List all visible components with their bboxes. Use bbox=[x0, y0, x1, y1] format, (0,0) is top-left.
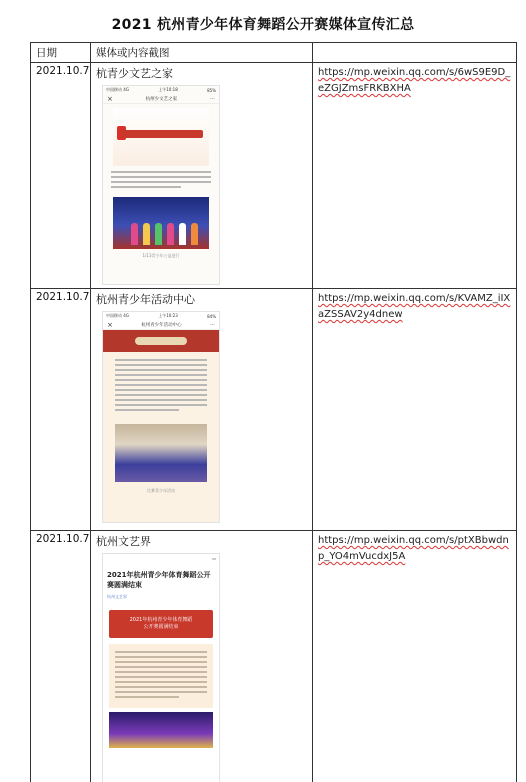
article-red-banner bbox=[109, 610, 213, 638]
status-bar bbox=[103, 554, 219, 562]
row-url-cell bbox=[313, 531, 517, 782]
banner-line-2: 公开赛圆满结束 bbox=[143, 624, 179, 630]
article-meta: 杭州文艺界 bbox=[107, 594, 127, 599]
phone-screenshot bbox=[102, 311, 220, 523]
wechat-nav-bar bbox=[103, 94, 219, 104]
article-link[interactable]: https://mp.weixin.qq.com/s/6wS9E9D_eZGJZmsFRKBXHA bbox=[318, 67, 511, 94]
close-icon: × bbox=[107, 94, 113, 103]
photo-caption: 1/13青少年公益进行 bbox=[142, 253, 180, 258]
article-text bbox=[103, 352, 219, 418]
phone-screenshot bbox=[102, 553, 220, 782]
header-media: 媒体或内容截图 bbox=[91, 43, 313, 63]
gym-photo bbox=[115, 424, 207, 482]
wechat-nav-bar bbox=[103, 320, 219, 330]
more-icon: ⋯ bbox=[210, 95, 215, 102]
nav-title: 杭州青少年活动中心 bbox=[141, 322, 182, 328]
table-row bbox=[31, 531, 517, 782]
row-date: 2021.10.7 bbox=[31, 531, 91, 782]
article-text bbox=[103, 166, 219, 193]
header-date: 日期 bbox=[31, 43, 91, 63]
row-media-cell bbox=[91, 63, 313, 289]
table-row bbox=[31, 63, 517, 289]
phone-screenshot bbox=[102, 85, 220, 285]
banner-line-1: 2021年杭州青少年体育舞蹈 bbox=[129, 617, 193, 623]
more-icon: ⋯ bbox=[210, 321, 215, 328]
source-name: 杭青少文艺之家 bbox=[96, 67, 173, 80]
row-media-cell bbox=[91, 531, 313, 782]
row-url-cell bbox=[313, 63, 517, 289]
status-bar bbox=[103, 312, 219, 320]
photo-caption: 比赛青少年活动 bbox=[147, 488, 175, 493]
competition-photo bbox=[113, 197, 209, 249]
battery-label: 84% bbox=[207, 313, 216, 319]
time-label: 上午10:23 bbox=[158, 313, 178, 318]
table-row bbox=[31, 289, 517, 531]
article-banner-image bbox=[113, 108, 209, 166]
media-table bbox=[30, 42, 517, 782]
carrier-label: 中国移动 4G bbox=[106, 87, 129, 92]
row-date: 2021.10.7 bbox=[31, 63, 91, 289]
time-label: 上午10:18 bbox=[158, 87, 178, 92]
status-bar bbox=[103, 86, 219, 94]
event-poster-image bbox=[109, 712, 213, 748]
article-link[interactable]: https://mp.weixin.qq.com/s/KVAMZ_iIXaZSSAV2y4dnew bbox=[318, 293, 511, 320]
row-media-cell bbox=[91, 289, 313, 531]
row-date: 2021.10.7 bbox=[31, 289, 91, 531]
article-text bbox=[109, 644, 213, 708]
source-name: 杭州青少年活动中心 bbox=[96, 293, 195, 306]
close-icon: × bbox=[107, 320, 113, 329]
battery-icon: ▭ bbox=[212, 555, 216, 561]
header-pill bbox=[135, 337, 187, 345]
nav-title: 杭州少文艺之家 bbox=[145, 96, 178, 102]
banner-red-label bbox=[121, 130, 203, 138]
row-url-cell bbox=[313, 289, 517, 531]
article-link[interactable]: https://mp.weixin.qq.com/s/ptXBbwdnp_YO4mVucdxJ5A bbox=[318, 535, 509, 562]
source-name: 杭州文艺界 bbox=[96, 535, 151, 548]
carrier-label: 中国移动 4G bbox=[106, 313, 129, 318]
battery-label: 85% bbox=[207, 87, 216, 93]
table-header-row bbox=[31, 43, 517, 63]
article-headline: 2021年杭州青少年体育舞蹈公开赛圆满结束 bbox=[107, 571, 211, 589]
article-header-band bbox=[103, 330, 219, 352]
header-link bbox=[313, 43, 517, 63]
document-title: 2021 杭州青少年体育舞蹈公开赛媒体宣传汇总 bbox=[111, 17, 415, 33]
